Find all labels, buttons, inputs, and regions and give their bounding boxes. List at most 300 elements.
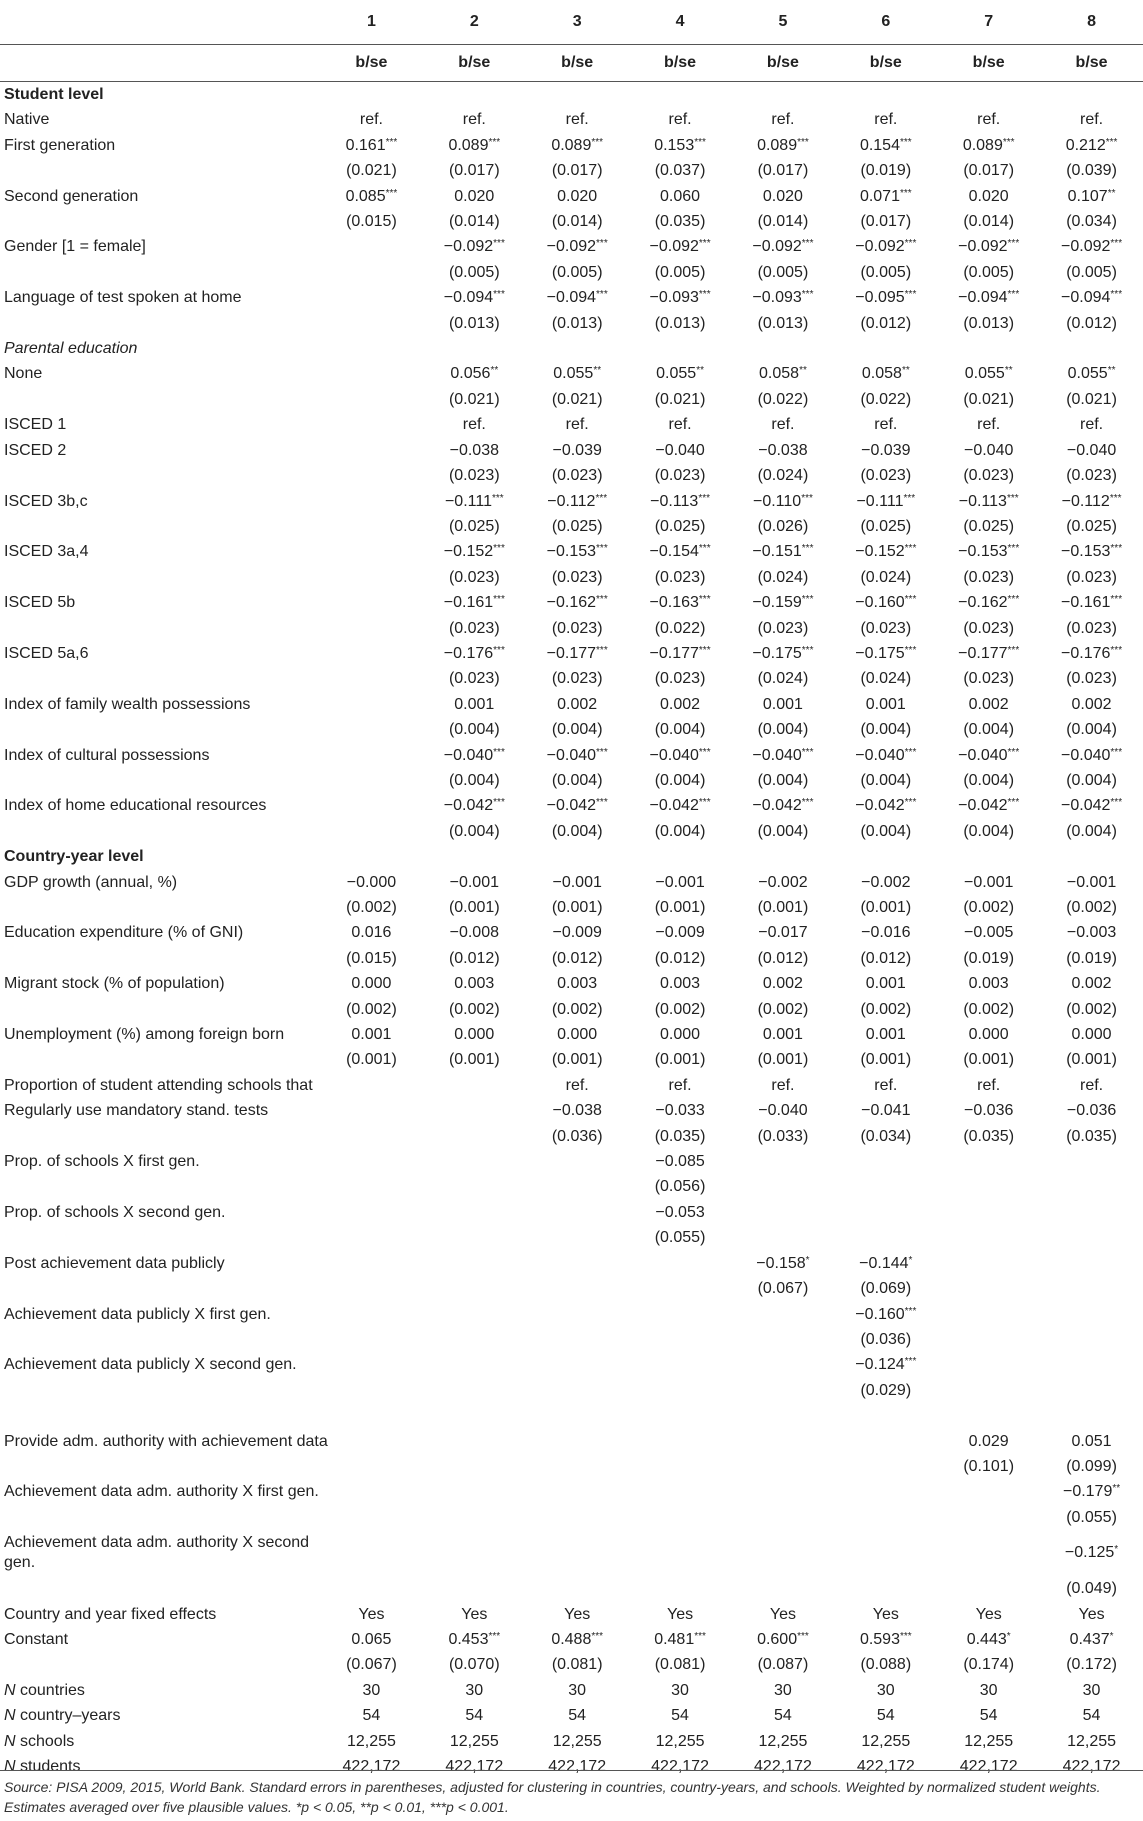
value-cell — [834, 1530, 937, 1576]
significance-stars: *** — [1002, 136, 1015, 148]
value-cell: (0.014) — [757, 213, 809, 231]
significance-stars: *** — [491, 492, 504, 504]
value-cell: −0.016 — [861, 924, 911, 942]
value-cell: ref. — [977, 1076, 1001, 1094]
value-cell: 0.001 — [865, 975, 906, 993]
value-cell — [1040, 1378, 1143, 1403]
value-cell — [629, 1327, 732, 1352]
table-row — [0, 1576, 1143, 1601]
value-cell: (0.022) — [860, 390, 912, 408]
value-cell — [526, 1327, 629, 1352]
value-cell: ref. — [1080, 416, 1104, 434]
coefficient: 0.212 — [1065, 136, 1106, 154]
value-cell — [834, 489, 937, 514]
value-cell — [732, 1378, 835, 1403]
significance-stars: ** — [799, 365, 807, 377]
value-cell: (0.024) — [860, 670, 912, 688]
value-cell: (0.101) — [963, 1457, 1015, 1475]
value-cell: 54 — [568, 1707, 587, 1725]
coefficient: 0.071 — [859, 187, 900, 205]
value-cell: (0.001) — [963, 1051, 1015, 1069]
row-label — [0, 1124, 320, 1149]
value-cell: 12,255 — [861, 1732, 911, 1750]
row-label — [0, 1047, 320, 1072]
significance-stars: *** — [698, 543, 711, 555]
subheader-cell: b/se — [1040, 45, 1143, 82]
value-cell — [629, 1454, 732, 1479]
significance-stars: *** — [904, 238, 917, 250]
row-label: Achievement data publicly X first gen. — [4, 1305, 271, 1323]
value-cell: (0.026) — [757, 517, 809, 535]
significance-stars: ** — [901, 365, 910, 377]
table-row — [0, 971, 1143, 996]
value-cell — [629, 590, 732, 615]
table-row — [0, 209, 1143, 234]
value-cell: (0.067) — [757, 1280, 809, 1298]
coefficient: −0.040 — [855, 746, 905, 764]
value-cell: (0.017) — [448, 162, 500, 180]
value-cell — [732, 336, 835, 361]
coefficient: −0.112 — [1061, 492, 1110, 510]
value-cell: ref. — [1080, 1076, 1104, 1094]
table-row — [0, 1225, 1143, 1250]
coefficient: −0.092 — [1061, 238, 1111, 256]
row-label: ISCED 5a,6 — [4, 644, 89, 662]
value-cell: (0.001) — [757, 899, 809, 916]
value-cell: −0.002 — [861, 873, 911, 891]
value-cell: ref. — [771, 111, 795, 129]
bottom-rule — [0, 1770, 1143, 1771]
value-cell — [423, 1576, 526, 1601]
value-cell: (0.021) — [963, 390, 1015, 408]
row-label — [0, 565, 320, 590]
value-cell — [937, 1149, 1040, 1174]
table-row — [0, 590, 1143, 615]
row-label: Index of family wealth possessions — [4, 695, 251, 713]
row-label — [0, 1703, 320, 1728]
significance-stars: *** — [596, 238, 608, 250]
value-cell: (0.012) — [1066, 314, 1117, 332]
significance-stars: *** — [904, 1305, 917, 1317]
value-cell — [732, 590, 835, 615]
value-cell: 30 — [671, 1681, 689, 1699]
value-cell — [834, 1200, 937, 1225]
value-cell — [1040, 1403, 1143, 1428]
coefficient: −0.113 — [650, 492, 699, 510]
value-cell — [834, 1576, 937, 1601]
table-row — [0, 438, 1143, 463]
value-cell — [526, 1530, 629, 1576]
row-label — [0, 1403, 320, 1428]
value-cell: ref. — [668, 416, 692, 434]
value-cell — [1040, 1251, 1143, 1276]
value-cell — [732, 285, 835, 310]
significance-stars: *** — [1007, 289, 1020, 301]
row-label — [0, 997, 320, 1022]
value-cell — [937, 1403, 1040, 1428]
value-cell: 422,172 — [445, 1757, 504, 1775]
value-cell: −0.038 — [449, 441, 499, 459]
value-cell: 0.020 — [968, 187, 1009, 205]
value-cell — [937, 1479, 1040, 1504]
table-row — [0, 1047, 1143, 1072]
value-cell — [937, 361, 1040, 386]
significance-stars: *** — [1007, 238, 1020, 250]
row-label: Provide adm. authority with achievement data — [4, 1432, 328, 1450]
value-cell: 0.001 — [762, 1026, 803, 1044]
table-row — [0, 1602, 1143, 1627]
value-cell — [320, 438, 423, 463]
value-cell — [1040, 1327, 1143, 1352]
row-label: Regularly use mandatory stand. tests — [4, 1102, 269, 1120]
value-cell: 422,172 — [959, 1757, 1018, 1775]
value-cell: 30 — [362, 1681, 381, 1699]
value-cell: (0.004) — [551, 822, 603, 840]
row-label — [0, 666, 320, 691]
value-cell: −0.040 — [758, 1102, 808, 1120]
significance-stars: * — [1109, 1630, 1114, 1642]
value-cell — [320, 1403, 423, 1428]
coefficient: 0.453 — [448, 1630, 489, 1648]
table-row — [0, 514, 1143, 539]
coefficient: −0.153 — [546, 543, 597, 561]
value-cell — [320, 1302, 423, 1327]
value-cell: 422,172 — [651, 1757, 709, 1775]
value-cell: 0.003 — [660, 975, 701, 993]
value-cell: 0.002 — [1071, 695, 1112, 713]
coefficient: −0.042 — [958, 797, 1008, 815]
value-cell — [732, 1429, 835, 1454]
value-cell: Yes — [564, 1605, 591, 1623]
value-cell: (0.081) — [551, 1656, 603, 1674]
value-cell — [320, 133, 423, 158]
value-cell — [526, 1576, 629, 1601]
value-cell: (0.015) — [346, 949, 397, 967]
value-cell: Yes — [1078, 1605, 1105, 1623]
value-cell — [320, 1378, 423, 1403]
value-cell — [1040, 743, 1143, 768]
row-label — [0, 158, 320, 183]
value-cell — [732, 743, 835, 768]
value-cell — [423, 489, 526, 514]
value-cell — [320, 666, 423, 691]
significance-stars: *** — [698, 289, 711, 301]
subheader-cell: b/se — [732, 45, 835, 82]
n-symbol: N — [4, 1681, 16, 1699]
value-cell: ref. — [668, 1076, 692, 1094]
value-cell — [732, 82, 835, 108]
value-cell — [834, 1352, 937, 1377]
coefficient: 0.055 — [964, 365, 1005, 383]
significance-stars: *** — [801, 543, 814, 555]
value-cell — [423, 844, 526, 869]
value-cell: 0.001 — [762, 695, 803, 713]
value-cell: 54 — [1082, 1707, 1101, 1725]
header-row-bse — [0, 45, 1143, 82]
table-row — [0, 234, 1143, 259]
row-label: ISCED 1 — [4, 416, 67, 434]
value-cell — [1040, 1302, 1143, 1327]
value-cell — [834, 1302, 937, 1327]
value-cell — [320, 311, 423, 336]
significance-stars: *** — [1007, 594, 1020, 606]
table-row — [0, 1149, 1143, 1174]
significance-stars: * — [1114, 1544, 1119, 1556]
value-cell — [834, 234, 937, 259]
table-row — [0, 565, 1143, 590]
value-cell — [834, 133, 937, 158]
value-cell — [834, 82, 937, 108]
value-cell: ref. — [977, 416, 1001, 434]
value-cell: (0.012) — [757, 949, 809, 967]
value-cell: (0.081) — [654, 1656, 706, 1674]
table-row — [0, 1454, 1143, 1479]
value-cell: (0.023) — [448, 467, 500, 485]
value-cell — [937, 1530, 1040, 1576]
value-cell: −0.038 — [552, 1102, 602, 1120]
value-cell — [1040, 234, 1143, 259]
coefficient: −0.095 — [855, 289, 905, 307]
value-cell — [423, 1352, 526, 1377]
value-cell — [834, 1251, 937, 1276]
value-cell — [629, 361, 732, 386]
value-cell: (0.004) — [551, 721, 603, 739]
subheader-cell: b/se — [834, 45, 937, 82]
coefficient: −0.040 — [752, 746, 802, 764]
value-cell — [423, 1479, 526, 1504]
value-cell — [423, 743, 526, 768]
value-cell — [320, 1276, 423, 1301]
value-cell — [937, 133, 1040, 158]
coefficient: −0.092 — [546, 238, 597, 256]
significance-stars: *** — [596, 644, 608, 656]
value-cell: 422,172 — [342, 1757, 401, 1775]
value-cell: (0.013) — [551, 314, 603, 332]
value-cell: (0.002) — [860, 1000, 912, 1018]
row-label — [0, 616, 320, 641]
value-cell — [320, 285, 423, 310]
value-cell: (0.014) — [551, 213, 603, 231]
value-cell: (0.099) — [1066, 1457, 1117, 1475]
value-cell: (0.004) — [757, 771, 809, 789]
value-cell: −0.001 — [655, 873, 705, 891]
value-cell — [937, 285, 1040, 310]
value-cell — [629, 1378, 732, 1403]
value-cell — [1040, 793, 1143, 818]
value-cell: (0.001) — [448, 899, 500, 916]
row-label: ISCED 3a,4 — [4, 543, 89, 561]
significance-stars: *** — [698, 746, 711, 758]
row-label — [0, 1174, 320, 1199]
value-cell: 12,255 — [346, 1732, 396, 1750]
coefficient: −0.040 — [443, 746, 494, 764]
value-cell — [629, 234, 732, 259]
coefficient: −0.110 — [752, 492, 802, 510]
value-cell: (0.004) — [551, 771, 603, 789]
value-cell — [423, 82, 526, 108]
value-cell — [937, 1378, 1040, 1403]
section-header-row — [0, 82, 1143, 108]
significance-stars: *** — [1110, 289, 1123, 301]
table-row — [0, 1352, 1143, 1377]
row-label: Unemployment (%) among foreign born — [4, 1026, 285, 1044]
coefficient: 0.056 — [450, 365, 491, 383]
value-cell — [423, 1505, 526, 1530]
table-row — [0, 1022, 1143, 1047]
value-cell — [732, 1576, 835, 1601]
value-cell: −0.001 — [552, 873, 602, 891]
table-row — [0, 1251, 1143, 1276]
row-label — [0, 1327, 320, 1352]
significance-stars: *** — [595, 492, 608, 504]
value-cell: 0.003 — [557, 975, 598, 993]
row-label — [0, 1276, 320, 1301]
value-cell — [526, 539, 629, 564]
value-cell — [732, 234, 835, 259]
significance-stars: *** — [596, 289, 608, 301]
value-cell: (0.013) — [757, 314, 809, 332]
value-cell: ref. — [565, 416, 589, 434]
significance-stars: *** — [1007, 746, 1020, 758]
row-label — [0, 1729, 320, 1754]
value-cell: −0.039 — [861, 441, 911, 459]
coefficient: 0.600 — [757, 1630, 798, 1648]
value-cell — [526, 1454, 629, 1479]
value-cell: ref. — [874, 111, 898, 129]
value-cell: 0.000 — [1071, 1026, 1112, 1044]
significance-stars: *** — [1110, 797, 1123, 809]
table-row — [0, 463, 1143, 488]
value-cell: ref. — [462, 416, 486, 434]
value-cell: 0.060 — [660, 187, 701, 205]
value-cell: (0.023) — [963, 568, 1015, 586]
value-cell — [834, 590, 937, 615]
value-cell: (0.002) — [963, 1000, 1015, 1018]
row-label: ISCED 5b — [4, 594, 76, 612]
significance-stars: *** — [694, 1630, 706, 1642]
value-cell: (0.019) — [860, 162, 912, 180]
significance-stars: *** — [488, 136, 501, 148]
table-row — [0, 870, 1143, 895]
value-cell: (0.002) — [963, 899, 1015, 916]
value-cell: (0.001) — [551, 899, 603, 916]
significance-stars: *** — [694, 136, 706, 148]
value-cell: 0.002 — [660, 695, 701, 713]
value-cell — [732, 1352, 835, 1377]
value-cell: (0.055) — [1066, 1508, 1117, 1526]
value-cell — [937, 234, 1040, 259]
value-cell — [834, 1627, 937, 1652]
value-cell — [320, 1149, 423, 1174]
value-cell: (0.036) — [551, 1127, 603, 1145]
significance-stars: ** — [593, 365, 602, 377]
value-cell — [320, 234, 423, 259]
coefficient: −0.163 — [649, 594, 699, 612]
row-label — [0, 1576, 320, 1601]
value-cell: (0.004) — [963, 822, 1015, 840]
value-cell: (0.004) — [654, 771, 706, 789]
significance-stars: *** — [801, 797, 814, 809]
value-cell — [629, 285, 732, 310]
significance-stars: *** — [904, 289, 917, 301]
value-cell: (0.023) — [963, 670, 1015, 688]
value-cell — [1040, 1479, 1143, 1504]
coefficient: −0.092 — [443, 238, 494, 256]
value-cell: 12,255 — [964, 1732, 1014, 1750]
subheader-cell: b/se — [423, 45, 526, 82]
row-label: Country and year fixed effects — [4, 1605, 217, 1623]
coefficient: 0.089 — [551, 136, 592, 154]
value-cell — [834, 336, 937, 361]
significance-stars: *** — [903, 492, 916, 504]
row-label — [0, 387, 320, 412]
value-cell — [526, 1251, 629, 1276]
value-cell — [629, 1276, 732, 1301]
table-row — [0, 768, 1143, 793]
value-cell — [526, 1225, 629, 1250]
table-row — [0, 717, 1143, 742]
value-cell: (0.021) — [346, 162, 397, 180]
value-cell — [1040, 1225, 1143, 1250]
column-header: 8 — [1087, 13, 1097, 30]
value-cell: (0.024) — [757, 670, 809, 688]
value-cell — [320, 336, 423, 361]
value-cell — [937, 1225, 1040, 1250]
row-label: Index of cultural possessions — [4, 746, 210, 764]
table-row — [0, 361, 1143, 386]
value-cell — [732, 1174, 835, 1199]
value-cell: (0.005) — [1066, 263, 1117, 281]
value-cell — [732, 361, 835, 386]
value-cell: −0.041 — [861, 1102, 911, 1120]
significance-stars: *** — [1110, 238, 1123, 250]
coefficient: −0.040 — [546, 746, 597, 764]
value-cell: 54 — [979, 1707, 998, 1725]
value-cell: (0.023) — [963, 467, 1015, 485]
coefficient: −0.154 — [649, 543, 699, 561]
value-cell — [526, 234, 629, 259]
coefficient: −0.124 — [855, 1356, 905, 1374]
value-cell — [629, 1576, 732, 1601]
coefficient: −0.177 — [649, 644, 699, 662]
significance-stars: *** — [596, 797, 608, 809]
value-cell — [423, 1530, 526, 1576]
significance-stars: ** — [1107, 187, 1116, 199]
value-cell: (0.055) — [654, 1229, 706, 1247]
value-cell — [320, 768, 423, 793]
value-cell — [320, 641, 423, 666]
value-cell: (0.023) — [963, 619, 1015, 637]
value-cell: (0.025) — [963, 517, 1015, 535]
significance-stars: *** — [698, 797, 711, 809]
value-cell — [526, 1403, 629, 1428]
row-label: Achievement data publicly X second gen. — [4, 1356, 297, 1374]
value-cell — [937, 743, 1040, 768]
value-cell — [320, 1098, 423, 1123]
value-cell — [423, 1627, 526, 1652]
value-cell — [320, 361, 423, 386]
value-cell — [423, 1276, 526, 1301]
value-cell — [732, 844, 835, 869]
value-cell: 0.020 — [762, 187, 803, 205]
value-cell: (0.004) — [448, 721, 500, 739]
value-cell — [320, 1454, 423, 1479]
coefficient: −0.177 — [546, 644, 597, 662]
row-label — [0, 1454, 320, 1479]
value-cell: −0.085 — [655, 1153, 705, 1171]
value-cell — [320, 743, 423, 768]
value-cell — [732, 1200, 835, 1225]
